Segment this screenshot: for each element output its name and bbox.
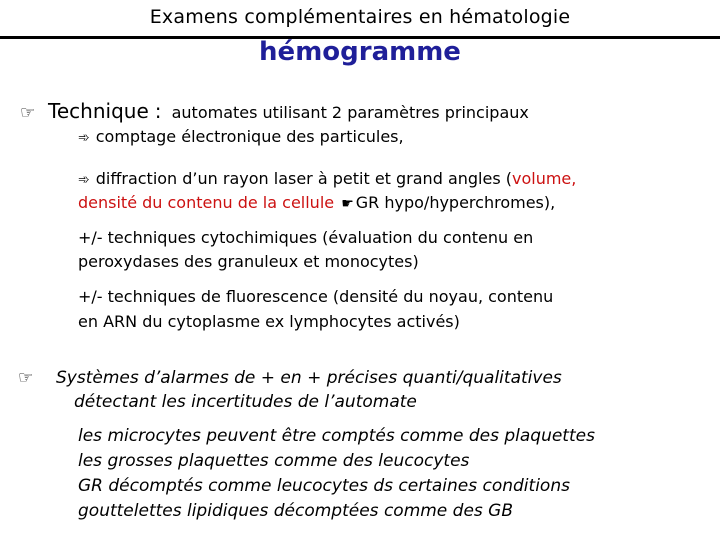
list-item: comptage électronique des particules,	[95, 127, 404, 146]
cytochemical-line-2: peroxydases des granuleux et monocytes)	[78, 252, 419, 271]
list-item: gouttelettes lipidiques décomptées comme des GB	[78, 501, 514, 521]
arrow-bullet-icon: ➾	[78, 130, 90, 146]
technique-item-diffraction	[78, 166, 576, 193]
technique-item-diffraction-cont	[78, 190, 555, 217]
header-title: Examens complémentaires en hématologie	[149, 6, 571, 28]
fluorescence-line-2: en ARN du cytoplasme ex lymphocytes activés)	[78, 312, 460, 331]
diffraction-tail: GR hypo/hyperchromes),	[355, 193, 556, 212]
technique-line	[20, 99, 529, 123]
technique-label: Technique	[48, 99, 149, 123]
diffraction-text: diffraction d’un rayon laser à petit et grand angles (	[95, 169, 512, 188]
list-item: les microcytes peuvent être comptés comme des plaquettes	[78, 426, 595, 446]
alarms-section	[18, 366, 562, 414]
pointing-hand-icon: ☞	[20, 103, 36, 123]
technique-description: automates utilisant 2 paramètres principaux	[171, 103, 529, 122]
highlight-density: densité du contenu de la cellule	[78, 193, 335, 212]
hand-right-icon: ☛	[341, 196, 354, 212]
pointing-hand-icon: ☞	[18, 368, 34, 388]
cytochemical-line-1: +/- techniques cytochimiques (évaluation du contenu en	[78, 228, 534, 247]
arrow-bullet-icon: ➾	[78, 172, 90, 188]
technique-colon: :	[154, 99, 162, 123]
slide-subtitle: hémogramme	[259, 37, 461, 67]
alarms-line-2: détectant les incertitudes de l’automate	[74, 392, 417, 412]
alarms-line-1: Systèmes d’alarmes de + en + précises quanti/qualitatives	[56, 368, 562, 388]
list-item: les grosses plaquettes comme des leucocytes	[78, 451, 470, 471]
list-item: GR décomptés comme leucocytes ds certaines conditions	[78, 476, 570, 496]
technique-item-counting	[78, 124, 404, 151]
alarm-examples-list	[78, 424, 595, 524]
fluorescence-line-1: +/- techniques de fluorescence (densité du noyau, contenu	[78, 287, 554, 306]
highlight-volume: volume,	[512, 169, 577, 188]
